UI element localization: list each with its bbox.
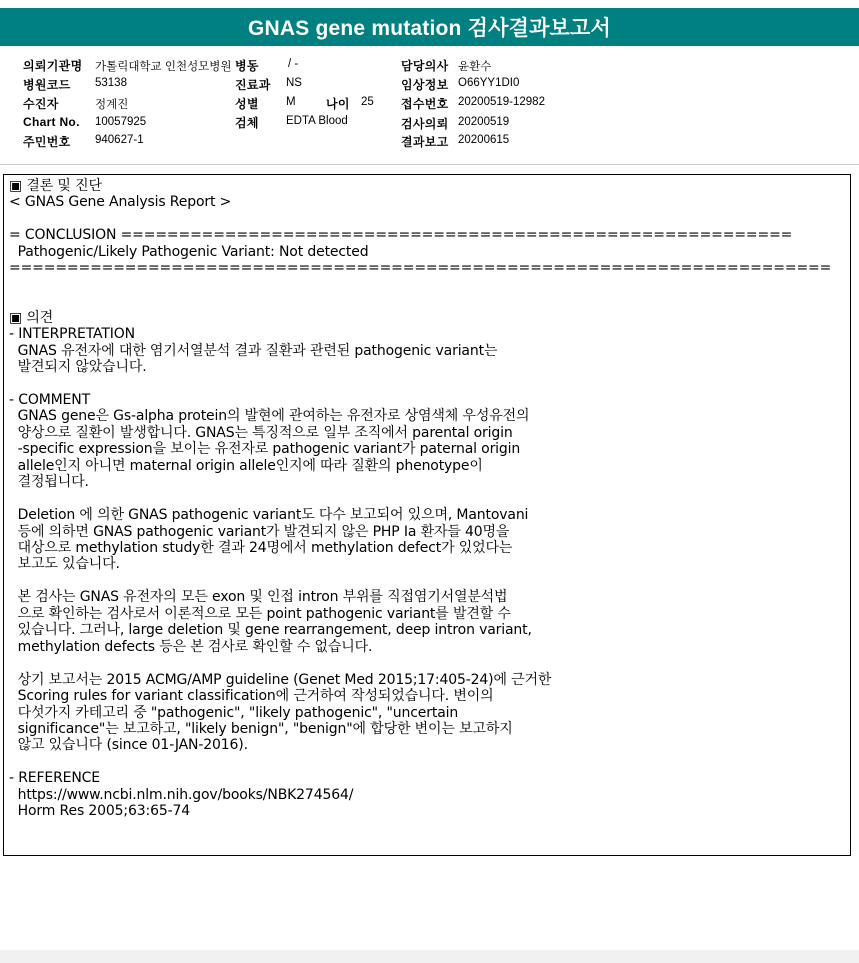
- report-title: GNAS gene mutation 검사결과보고서: [0, 8, 859, 46]
- receipt-number-label: 접수번호: [401, 97, 449, 111]
- department-value: NS: [286, 77, 302, 89]
- clinical-info-value: O66YY1DI0: [458, 77, 520, 89]
- ward-label: 병동: [235, 59, 259, 73]
- attending-doctor-label: 담당의사: [401, 59, 449, 73]
- report-date-label: 결과보고: [401, 135, 449, 149]
- recipient-value: 정계진: [95, 99, 129, 111]
- recipient-label: 수진자: [23, 97, 59, 111]
- chart-no-label: Chart No.: [23, 115, 80, 129]
- request-date-label: 검사의뢰: [401, 117, 449, 131]
- patient-info-header: [0, 52, 859, 164]
- ward-value: / -: [288, 58, 299, 70]
- chart-no-value: 10057925: [95, 116, 147, 128]
- age-value: 25: [361, 96, 374, 108]
- receipt-number-value: 20200519-12982: [458, 96, 545, 108]
- report-date-value: 20200615: [458, 134, 510, 146]
- header-divider: [0, 164, 859, 165]
- request-date-value: 20200519: [458, 116, 510, 128]
- hospital-code-label: 병원코드: [23, 78, 71, 92]
- report-text: ▣ 결론 및 진단 < GNAS Gene Analysis Report > = CONCLUSION ========================================================== Pathogenic/Likely Pathogenic Variant: Not detected ======================================================================= ▣ 의견 - INTERPRETATION GNAS 유전자에 대한 염기서열분석 결과 질환과 관련된 pathogenic variant는 발견되지 않았습니다. - COMMENT GNAS gene은 Gs-alpha protein의 발현에 관여하는 유전자로 상염색체 우성유전의 양상으로 질환이 발생합니다. GNAS는 특징적으로 일부 조직에서 parental origin -specific expression을 보이는 유전자로 pathogenic variant가 paternal origin allele인지 아니면 maternal origin allele인지에 따라 질환의 phenotype이 결정됩니다. Deletion 에 의한 GNAS pathogenic variant도 다수 보고되어 있으며, Mantovani 등에 의하면 GNAS pathogenic variant가 발견되지 않은 PHP Ia 환자들 40명을 대상으로 methylation study한 결과 24명에서 methylation defect가 있었다는 보고도 있습니다. 본 검사는 GNAS 유전자의 모든 exon 및 인접 intron 부위를 직접염기서열분석법 으로 확인하는 검사로서 이론적으로 모든 point pathogenic variant를 발견할 수 있습니다. 그러나, large deletion 및 gene rearrangement, deep intron variant, methylation defects 등은 본 검사로 확인할 수 없습니다. 상기 보고서는 2015 ACMG/AMP guideline (Genet Med 2015;17:405-24)에 근거한 Scoring rules for variant classification에 근거하여 작성되었습니다. 변이의 다섯가지 카테고리 중 "pathogenic", "likely pathogenic", "uncertain significance"는 보고하고, "likely benign", "benign"에 합당한 변이는 보고하지 않고 있습니다 (since 01-JAN-2016). - REFERENCE https://www.ncbi.nlm.nih.gov/books/NBK274564/ Horm Res 2005;63:65-74: [9, 178, 832, 820]
- hospital-code-value: 53138: [95, 77, 127, 89]
- attending-doctor-value: 윤환수: [458, 61, 492, 73]
- specimen-value: EDTA Blood: [286, 115, 348, 127]
- specimen-label: 검체: [235, 116, 259, 130]
- clinical-info-label: 임상정보: [401, 78, 449, 92]
- institution-value: 가톨릭대학교 인천성모병원: [95, 61, 232, 73]
- institution-label: 의뢰기관명: [23, 59, 83, 73]
- resident-number-label: 주민번호: [23, 135, 71, 149]
- sex-value: M: [286, 96, 296, 108]
- sex-label: 성별: [235, 97, 259, 111]
- age-label: 나이: [326, 97, 350, 111]
- report-body: [3, 174, 851, 856]
- resident-number-value: 940627-1: [95, 134, 144, 146]
- department-label: 진료과: [235, 78, 271, 92]
